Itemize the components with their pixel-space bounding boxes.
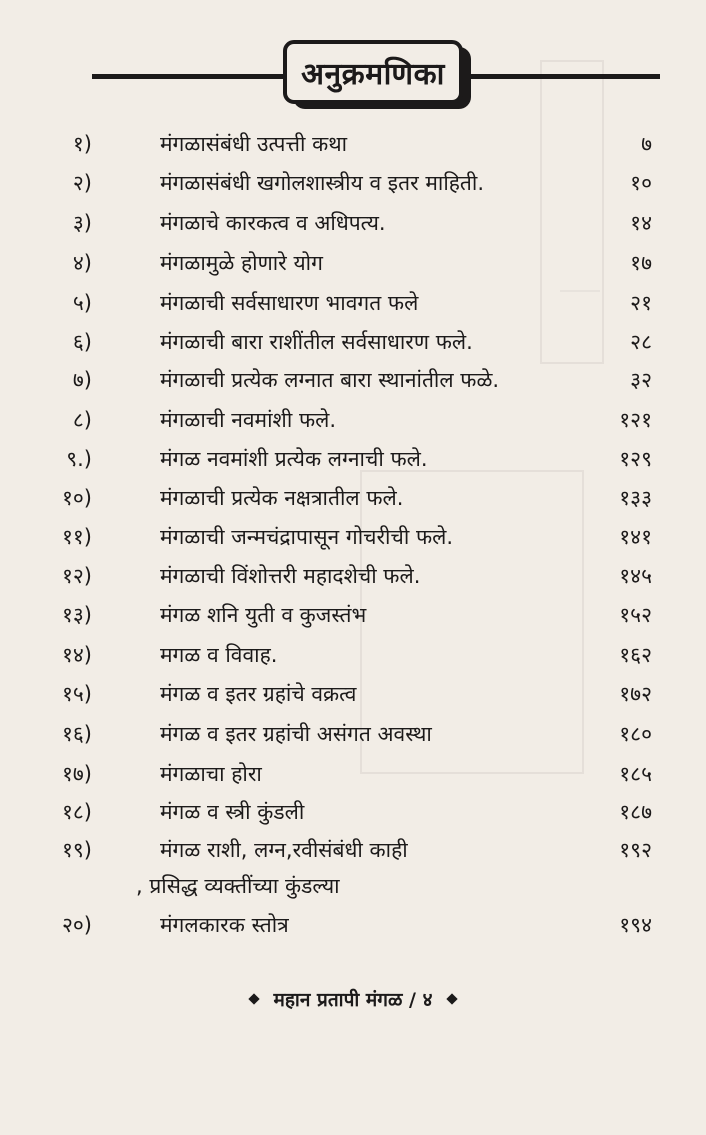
toc-entry-page: १४१ <box>619 525 652 549</box>
toc-entry-page: १८५ <box>619 762 652 786</box>
toc-entry-title: मंगलकारक स्तोत्र <box>160 913 289 937</box>
toc-entry <box>0 126 652 162</box>
toc-entry-title: मंगळ राशी, लग्न,रवीसंबंधी काही <box>160 838 408 862</box>
toc-entry-number: १६) <box>61 722 92 746</box>
toc-entry <box>0 907 652 943</box>
toc-entry-title: मंगळासंबंधी उत्पत्ती कथा <box>160 132 348 156</box>
toc-entry-number: ८) <box>72 408 92 432</box>
footer-page-number: ४ <box>422 989 433 1011</box>
toc-entry <box>0 324 652 360</box>
toc-entry <box>0 716 652 752</box>
diamond-ornament-icon <box>446 993 457 1004</box>
toc-entry-title: मंगळ नवमांशी प्रत्येक लग्नाची फले. <box>160 447 428 471</box>
toc-entry-page: १५२ <box>619 603 652 627</box>
toc-entry-title: मंगळाची सर्वसाधारण भावगत फले <box>160 291 419 315</box>
toc-entry-title: मंगळ शनि युती व कुजस्तंभ <box>160 603 367 627</box>
toc-entry-page: ३२ <box>630 368 652 392</box>
toc-entry <box>0 480 652 516</box>
toc-entry-title: मंगळाची प्रत्येक नक्षत्रातील फले. <box>160 486 404 510</box>
toc-entry-title: मंगळ व इतर ग्रहांचे वक्रत्व <box>160 682 357 706</box>
toc-entry-page: १३३ <box>619 486 652 510</box>
toc-entry-number: १२) <box>61 564 92 588</box>
toc-entry-page: १२९ <box>619 447 652 471</box>
toc-entry <box>0 756 652 792</box>
toc-entry-page: २८ <box>630 330 652 354</box>
toc-entry-title: मंगळाची नवमांशी फले. <box>160 408 337 432</box>
toc-entry-number: १५) <box>61 682 92 706</box>
toc-entry-page: १८७ <box>619 800 652 824</box>
toc-entry-number: ७) <box>72 368 92 392</box>
toc-entry <box>0 676 652 712</box>
toc-entry-number: ९.) <box>66 447 92 471</box>
toc-entry-number: ११) <box>61 525 92 549</box>
toc-entry-number: ३) <box>72 211 92 235</box>
toc-entry-title: मंगळाची प्रत्येक लग्नात बारा स्थानांतील फळे. <box>160 368 500 392</box>
toc-entry-title: मंगळाची बारा राशींतील सर्वसाधारण फले. <box>160 330 473 354</box>
toc-entry-page: १४ <box>630 211 652 235</box>
toc-entry-page: २१ <box>630 291 652 315</box>
toc-entry-page: १९२ <box>619 838 652 862</box>
toc-entry-number: २०) <box>61 913 92 937</box>
toc-entry-page: १० <box>630 171 652 195</box>
toc-entry-number: १८) <box>61 800 92 824</box>
toc-entry-title: मंगळाची जन्मचंद्रापासून गोचरीची फले. <box>160 525 454 549</box>
toc-entry-number: १३) <box>61 603 92 627</box>
toc-entry <box>0 519 652 555</box>
toc-entry-page: १७ <box>630 251 652 275</box>
toc-entry <box>0 597 652 633</box>
toc-entry-number: १) <box>72 132 92 156</box>
toc-entry <box>0 362 652 398</box>
toc-entry <box>0 794 652 830</box>
toc-entry-page: १७२ <box>619 682 652 706</box>
toc-entry-page: १८० <box>619 722 652 746</box>
toc-entry-continuation <box>0 868 652 904</box>
toc-entry-title: , प्रसिद्ध व्यक्तींच्या कुंडल्या <box>136 874 340 898</box>
diamond-ornament-icon <box>248 993 259 1004</box>
toc-entry-title: मंगळामुळे होणारे योग <box>160 251 323 275</box>
toc-entry <box>0 245 652 281</box>
toc-entry-page: १२१ <box>619 408 652 432</box>
toc-entry-title: मगळ व विवाह. <box>160 643 278 667</box>
page-title: अनुक्रमणिका <box>283 40 463 104</box>
toc-entry <box>0 205 652 241</box>
toc-entry <box>0 441 652 477</box>
toc-entry-number: २) <box>72 171 92 195</box>
toc-entry-number: ६) <box>72 330 92 354</box>
toc-entry-number: ४) <box>72 251 92 275</box>
toc-entry-number: १९) <box>61 838 92 862</box>
toc-entry <box>0 558 652 594</box>
toc-entry-title: मंगळाची विंशोत्तरी महादशेची फले. <box>160 564 421 588</box>
toc-entry-page: १९४ <box>619 913 652 937</box>
toc-entry-title: मंगळासंबंधी खगोलशास्त्रीय व इतर माहिती. <box>160 171 485 195</box>
toc-entry-number: १०) <box>61 486 92 510</box>
toc-entry-number: १४) <box>61 643 92 667</box>
toc-entry <box>0 637 652 673</box>
toc-entry-title: मंगळ व स्त्री कुंडली <box>160 800 305 824</box>
toc-entry-number: ५) <box>72 291 92 315</box>
toc-entry-title: मंगळाचा होरा <box>160 762 262 786</box>
footer-book-title: महान प्रतापी मंगळ <box>273 989 403 1011</box>
toc-entry <box>0 832 652 868</box>
toc-entry <box>0 402 652 438</box>
page-footer <box>0 985 706 1015</box>
toc-entry-number: १७) <box>61 762 92 786</box>
toc-entry-title: मंगळ व इतर ग्रहांची असंगत अवस्था <box>160 722 432 746</box>
toc-entry <box>0 285 652 321</box>
toc-entry-title: मंगळाचे कारकत्व व अधिपत्य. <box>160 211 386 235</box>
footer-separator: / <box>409 989 416 1011</box>
toc-entry <box>0 165 652 201</box>
toc-entry-page: ७ <box>641 132 652 156</box>
toc-entry-page: १४५ <box>619 564 652 588</box>
toc-entry-page: १६२ <box>619 643 652 667</box>
